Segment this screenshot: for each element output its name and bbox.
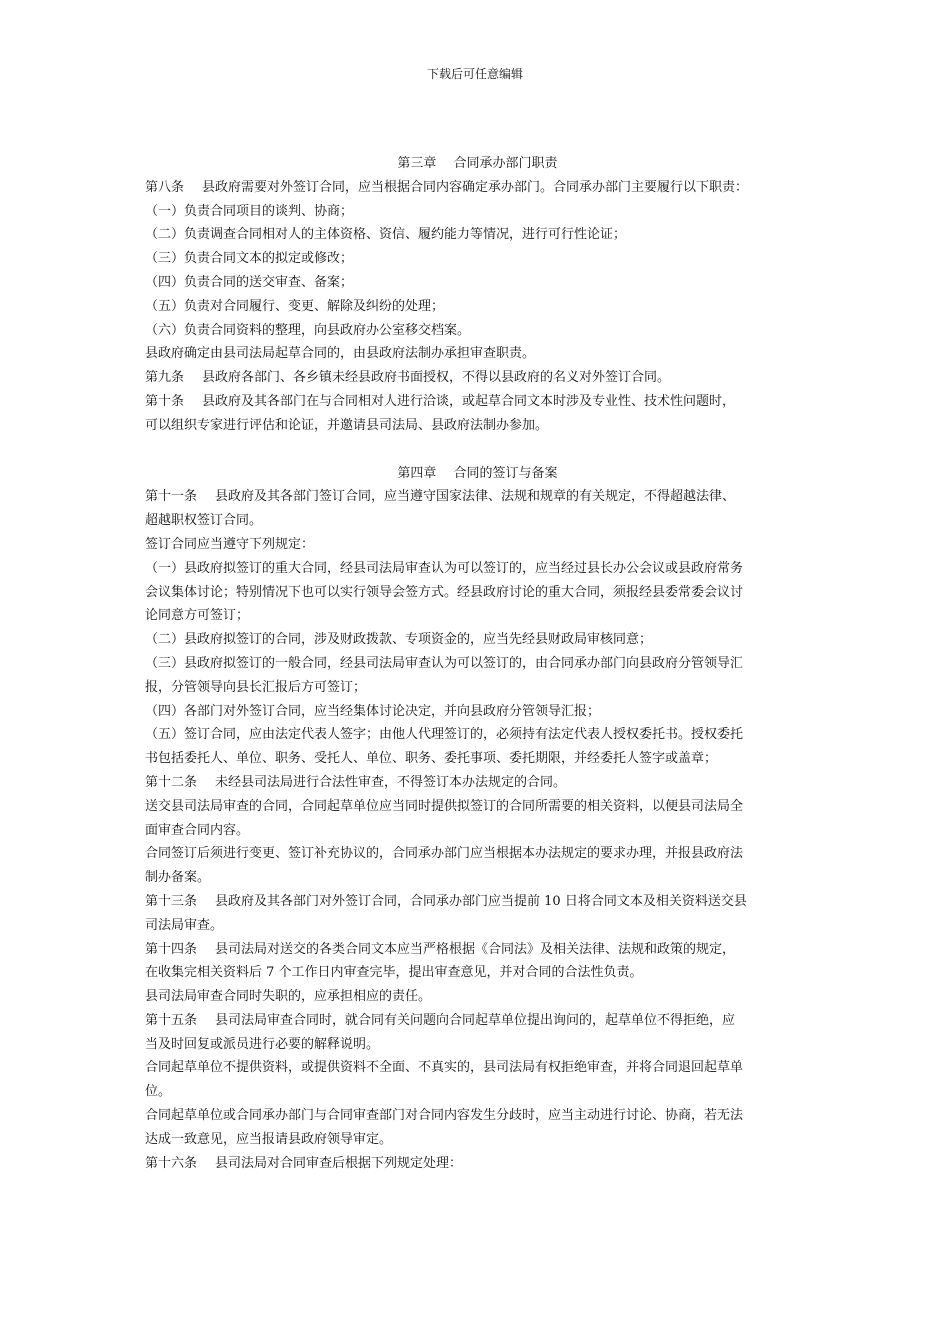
article-14: [145, 938, 810, 962]
rule-3-line-2: 报，分管领导向县长汇报后方可签订；: [145, 679, 367, 695]
article-15-line-1: 县司法局审查合同时，就合同有关问题向合同起草单位提出询问的，起草单位不得拒绝，应: [215, 1012, 736, 1028]
paragraph-15b-line-2: 达成一致意见，应当报请县政府领导审定。: [145, 1131, 393, 1147]
article-8-number: 第八条: [145, 179, 185, 195]
article-9: [145, 366, 810, 390]
article-13-line-2: 司法局审查。: [145, 917, 224, 933]
article-12-number: 第十二条: [145, 774, 198, 790]
article-16-number: 第十六条: [145, 1155, 198, 1171]
rule-1-line-1: （一）县政府拟签订的重大合同，经县司法局审查认为可以签订的，应当经过县长办公会议或县政府常务: [145, 560, 744, 576]
rule-2: （二）县政府拟签订的合同，涉及财政拨款、专项资金的，应当先经县财政局审核同意；: [145, 632, 653, 648]
rule-1-line-3: 论同意方可签订；: [145, 608, 250, 624]
article-8-text: 县政府需要对外签订合同，应当根据合同内容确定承办部门。合同承办部门主要履行以下职责：: [202, 179, 749, 195]
duty-item-2: （二）负责调查合同相对人的主体资格、资信、履约能力等情况，进行可行性论证；: [145, 227, 627, 243]
paragraph-15a-line-1: 合同起草单位不提供资料，或提供资料不全面、不真实的，县司法局有权拒绝审查，并将合同退回起草单: [145, 1060, 744, 1076]
article-11-line-2: 超越职权签订合同。: [145, 513, 263, 529]
paragraph-12b-line-2: 制办备案。: [145, 870, 211, 886]
rule-4: （四）各部门对外签订合同，应当经集体讨论决定，并向县政府分管领导汇报；: [145, 703, 601, 719]
rule-5-line-1: （五）签订合同，应由法定代表人签字；由他人代理签订的，必须持有法定代表人授权委托书。授权委托: [145, 727, 744, 743]
paragraph-12a-line-1: 送交县司法局审查的合同，合同起草单位应当同时提供拟签订的合同所需要的相关资料，以便县司法局全: [145, 798, 744, 814]
article-10-line-1: 县政府及其各部门在与合同相对人进行洽谈，或起草合同文本时涉及专业性、技术性问题时，: [202, 393, 736, 409]
article-16-text: 县司法局对合同审查后根据下列规定处理：: [215, 1155, 463, 1171]
paragraph-14: 县司法局审查合同时失职的，应承担相应的责任。: [145, 989, 432, 1005]
paragraph-15b-line-1: 合同起草单位或合同承办部门与合同审查部门对合同内容发生分歧时，应当主动进行讨论、协商，若无法: [145, 1108, 744, 1124]
duty-item-5: （五）负责对合同履行、变更、解除及纠纷的处理；: [145, 298, 445, 314]
rule-5-line-2: 书包括委托人、单位、职务、受托人、单位、职务、委托事项、委托期限，并经委托人签字或盖章；: [145, 751, 718, 767]
article-11-line-1: 县政府及其各部门签订合同，应当遵守国家法律、法规和规章的有关规定，不得超越法律、: [215, 489, 736, 505]
paragraph-15a-line-2: 位。: [145, 1084, 172, 1100]
article-14-line-1: 县司法局对送交的各类合同文本应当严格根据《合同法》及相关法律、法规和政策的规定，: [215, 941, 736, 957]
article-15-line-2: 当及时回复或派员进行必要的解释说明。: [145, 1036, 380, 1052]
article-13-number: 第十三条: [145, 893, 198, 909]
article-9-number: 第九条: [145, 370, 185, 386]
paragraph-12a-line-2: 面审查合同内容。: [145, 822, 250, 838]
article-10-line-2: 可以组织专家进行评估和论证，并邀请县司法局、县政府法制办参加。: [145, 417, 549, 433]
article-13: [145, 890, 810, 914]
paragraph-signing-rules: 签订合同应当遵守下列规定：: [145, 536, 315, 552]
article-10-number: 第十条: [145, 393, 185, 409]
rule-3-line-1: （三）县政府拟签订的一般合同，经县司法局审查认为可以签订的，由合同承办部门向县政府分管领导汇: [145, 655, 744, 671]
paragraph-legal-drafting: 县政府确定由县司法局起草合同的，由县政府法制办承担审查职责。: [145, 346, 536, 362]
article-14-number: 第十四条: [145, 941, 198, 957]
paragraph-12b-line-1: 合同签订后须进行变更、签订补充协议的，合同承办部门应当根据本办法规定的要求办理，并报县政府法: [145, 846, 744, 862]
duty-item-6: （六）负责合同资料的整理，向县政府办公室移交档案。: [145, 322, 471, 338]
article-14-line-2: 在收集完相关资料后 7 个工作日内审查完毕，提出审查意见，并对合同的合法性负责。: [145, 965, 643, 981]
article-16: [145, 1152, 810, 1176]
article-10: [145, 390, 810, 414]
chapter-3-title: 第三章 合同承办部门职责: [397, 156, 558, 171]
article-12: [145, 771, 810, 795]
article-8: [145, 176, 810, 200]
article-12-text: 未经县司法局进行合法性审查，不得签订本办法规定的合同。: [215, 774, 567, 790]
article-11: [145, 485, 810, 509]
duty-item-4: （四）负责合同的送交审查、备案；: [145, 274, 354, 290]
document-body: [145, 152, 810, 1175]
page-header: 下载后可任意编辑: [426, 67, 523, 81]
duty-item-3: （三）负责合同文本的拟定或修改；: [145, 251, 354, 267]
duty-item-1: （一）负责合同项目的谈判、协商；: [145, 203, 354, 219]
chapter-4-title: 第四章 合同的签订与备案: [397, 465, 558, 481]
article-13-line-1: 县政府及其各部门对外签订合同，合同承办部门应当提前 10 日将合同文本及相关资料送交县: [215, 893, 747, 909]
rule-1-line-2: 会议集体讨论；特别情况下也可以实行领导会签方式。经县政府讨论的重大合同，须报经县委常委会议讨: [145, 584, 744, 600]
article-11-number: 第十一条: [145, 489, 198, 505]
article-15: [145, 1009, 810, 1033]
article-15-number: 第十五条: [145, 1012, 198, 1028]
article-9-text: 县政府各部门、各乡镇未经县政府书面授权，不得以县政府的名义对外签订合同。: [202, 370, 671, 386]
